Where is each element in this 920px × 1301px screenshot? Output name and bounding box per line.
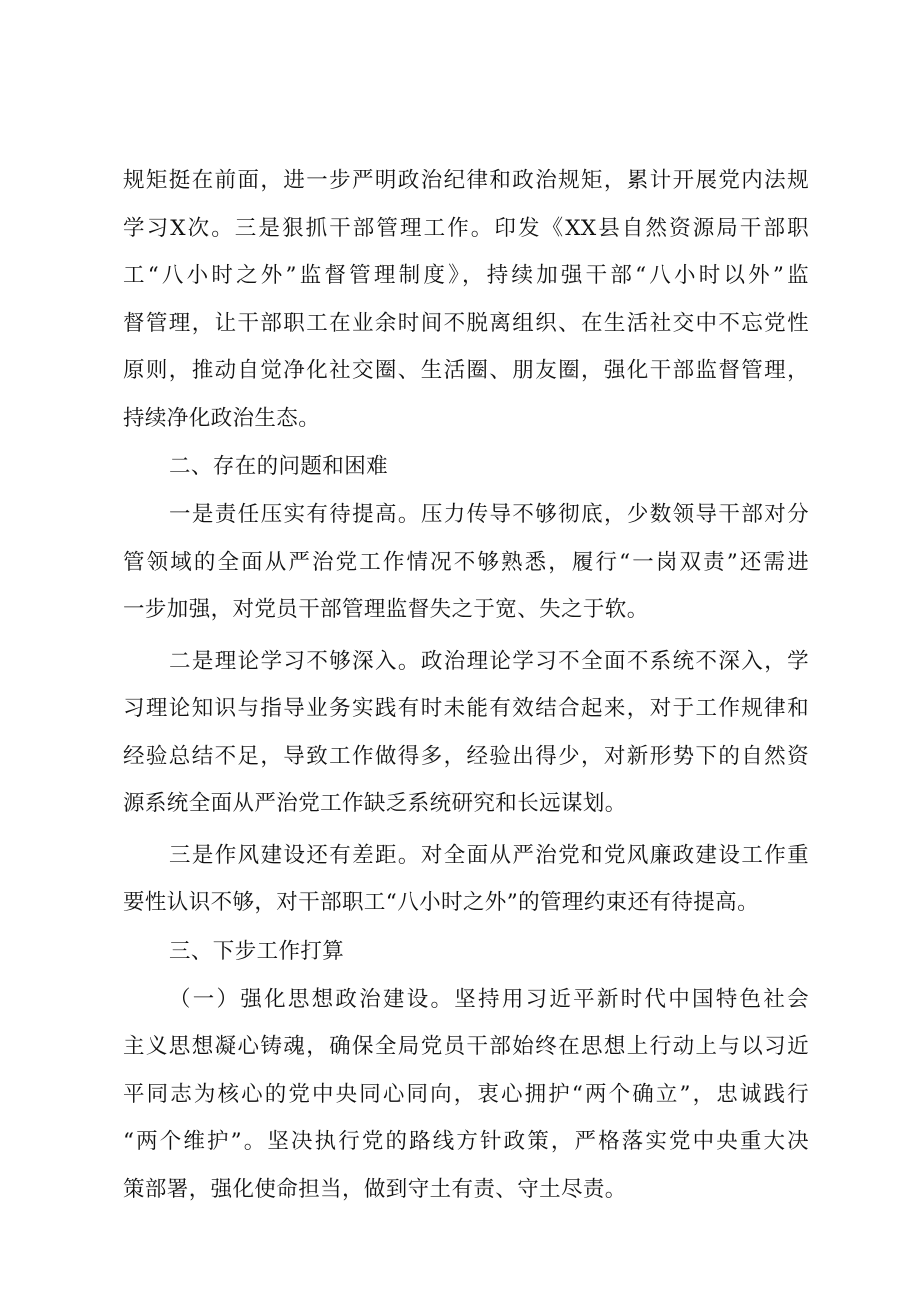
text-line: 习理论知识与指导业务实践有时未能有效结合起来，对于工作规律和 xyxy=(123,696,809,721)
text-line: 一步加强，对党员干部管理监督失之于宽、失之于软。 xyxy=(123,597,649,622)
paragraph-theory-study xyxy=(123,638,809,828)
text-line: 要性认识不够，对干部职工“八小时之外”的管理约束还有待提高。 xyxy=(123,890,759,915)
text-line: （一）强化思想政治建设。坚持用习近平新时代中国特色社会 xyxy=(169,986,809,1012)
text-line: 源系统全面从严治党工作缺乏系统研究和长远谋划。 xyxy=(123,791,627,816)
text-line: 工“八小时之外”监督管理制度》，持续加强干部“八小时以外”监 xyxy=(123,263,809,288)
paragraph-work-style xyxy=(123,832,809,927)
document-body xyxy=(123,157,809,1213)
text-line: 主义思想凝心铸魂，确保全局党员干部始终在思想上行动上与以习近 xyxy=(123,1034,809,1059)
text-line: 原则，推动自觉净化社交圈、生活圈、朋友圈，强化干部监督管理， xyxy=(123,358,809,383)
text-line: 策部署，强化使命担当，做到守土有责、守土尽责。 xyxy=(123,1176,627,1202)
text-line: 管领域的全面从严治党工作情况不够熟悉，履行“一岗双责”还需进 xyxy=(123,549,809,575)
intro-paragraph xyxy=(123,157,809,442)
text-line: 二是理论学习不够深入。政治理论学习不全面不系统不深入，学 xyxy=(169,648,809,674)
text-line: 督管理，让干部职工在业余时间不脱离组织、在生活社交中不忘党性 xyxy=(123,310,809,336)
text-line: 经验总结不足，导致工作做得多，经验出得少，对新形势下的自然资 xyxy=(123,743,809,769)
text-line: 规矩挺在前面，进一步严明政治纪律和政治规矩，累计开展党内法规 xyxy=(123,168,809,193)
paragraph-political-building xyxy=(123,976,809,1214)
text-line: 平同志为核心的党中央同心同向，衷心拥护“两个确立”，忠诚践行 xyxy=(123,1081,809,1107)
section-heading-next-steps: 三、下步工作打算 xyxy=(169,938,345,964)
section-heading-problems: 二、存在的问题和困难 xyxy=(169,454,389,479)
text-line: 持续净化政治生态。 xyxy=(123,405,321,431)
text-line: 一是责任压实有待提高。压力传导不够彻底，少数领导干部对分 xyxy=(169,502,809,527)
paragraph-responsibility xyxy=(123,491,809,634)
text-line: 三是作风建设还有差距。对全面从严治党和党风廉政建设工作重 xyxy=(169,842,809,868)
text-line: 学习X次。三是狠抓干部管理工作。印发《XX县自然资源局干部职 xyxy=(123,215,809,241)
text-line: “两个维护”。坚决执行党的路线方针政策，严格落实党中央重大决 xyxy=(123,1129,809,1154)
